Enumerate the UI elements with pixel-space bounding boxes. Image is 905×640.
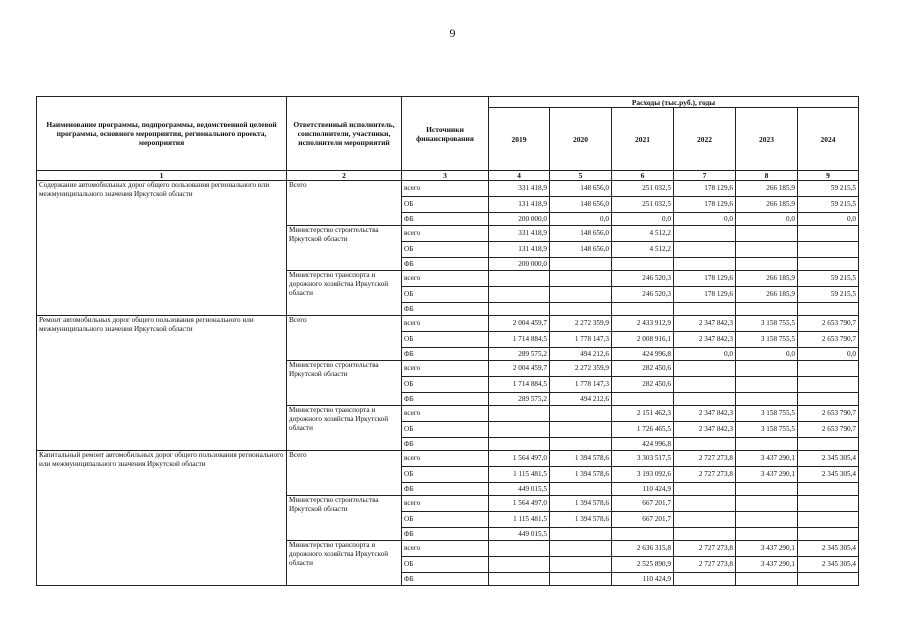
expense-value: 59 215,5 <box>798 181 859 197</box>
funding-source: ОБ <box>402 242 489 258</box>
funding-source: всего <box>402 271 489 287</box>
header-year: 2021 <box>612 108 674 171</box>
expense-value <box>736 483 798 496</box>
expense-value: 4 512,2 <box>612 242 674 258</box>
expense-value: 0,0 <box>612 213 674 226</box>
expense-value: 178 129,6 <box>674 271 736 287</box>
expense-value: 449 015,5 <box>489 483 550 496</box>
expense-value: 3 437 290,1 <box>736 467 798 483</box>
expense-value: 0,0 <box>798 348 859 361</box>
expense-value: 266 185,9 <box>736 271 798 287</box>
expense-value <box>798 496 859 512</box>
expense-value: 1 564 497,0 <box>489 451 550 467</box>
expense-value <box>612 303 674 316</box>
expense-value: 148 656,0 <box>550 226 612 242</box>
funding-source: всего <box>402 451 489 467</box>
executor-name: Министерство строительства Иркутской области <box>287 226 402 271</box>
expense-value <box>798 528 859 541</box>
expense-value <box>674 438 736 451</box>
expense-value: 331 418,9 <box>489 181 550 197</box>
funding-source: всего <box>402 361 489 377</box>
expense-value <box>612 393 674 406</box>
expense-value: 246 520,3 <box>612 287 674 303</box>
expense-value: 1 115 481,5 <box>489 467 550 483</box>
expense-value: 1 394 578,6 <box>550 451 612 467</box>
expense-value: 2 525 890,9 <box>612 557 674 573</box>
expense-value: 2 727 273,8 <box>674 557 736 573</box>
expense-value: 3 158 755,5 <box>736 422 798 438</box>
expense-value: 2 345 305,4 <box>798 451 859 467</box>
expense-value: 178 129,6 <box>674 181 736 197</box>
expense-value <box>798 361 859 377</box>
expense-value <box>489 406 550 422</box>
executor-name: Министерство транспорта и дорожного хозяйства Иркутской области <box>287 271 402 316</box>
expense-value <box>612 258 674 271</box>
expense-value: 3 437 290,1 <box>736 541 798 557</box>
expense-value: 2 004 459,7 <box>489 316 550 332</box>
expense-value <box>798 377 859 393</box>
funding-source: ОБ <box>402 287 489 303</box>
funding-source: ФБ <box>402 393 489 406</box>
expense-value <box>550 541 612 557</box>
expense-value <box>674 512 736 528</box>
expense-value <box>550 258 612 271</box>
expense-value <box>674 258 736 271</box>
expense-value: 3 303 517,5 <box>612 451 674 467</box>
expense-value: 59 215,5 <box>798 197 859 213</box>
expense-value <box>550 438 612 451</box>
funding-source: ФБ <box>402 483 489 496</box>
expense-value: 2 653 790,7 <box>798 422 859 438</box>
expense-value: 2 347 842,3 <box>674 332 736 348</box>
expense-value <box>550 422 612 438</box>
expense-value <box>489 557 550 573</box>
expense-value: 59 215,5 <box>798 271 859 287</box>
expense-value <box>798 512 859 528</box>
column-number: 5 <box>550 171 612 181</box>
expense-value: 289 575,2 <box>489 348 550 361</box>
funding-source: ОБ <box>402 557 489 573</box>
expense-value: 2 347 842,3 <box>674 316 736 332</box>
expense-value: 0,0 <box>674 348 736 361</box>
expense-value: 2 004 459,7 <box>489 361 550 377</box>
expense-value: 0,0 <box>736 348 798 361</box>
expense-value: 148 656,0 <box>550 242 612 258</box>
header-executor: Ответственный исполнитель, соисполнители, участники, исполнители мероприятий <box>287 97 402 171</box>
expense-value <box>674 496 736 512</box>
expense-value: 2 433 912,9 <box>612 316 674 332</box>
expense-value <box>550 528 612 541</box>
expense-value: 148 656,0 <box>550 197 612 213</box>
funding-source: ОБ <box>402 422 489 438</box>
expense-value <box>489 573 550 586</box>
funding-source: ОБ <box>402 512 489 528</box>
expense-value <box>736 393 798 406</box>
expense-value: 2 653 790,7 <box>798 332 859 348</box>
header-year: 2023 <box>736 108 798 171</box>
expense-value: 2 653 790,7 <box>798 406 859 422</box>
expense-value: 110 424,9 <box>612 573 674 586</box>
expense-value: 110 424,9 <box>612 483 674 496</box>
expense-value: 282 450,6 <box>612 361 674 377</box>
program-name: Ремонт автомобильных дорог общего пользования регионального или межмуниципального значения Иркутской области <box>37 316 287 451</box>
expense-value: 2 272 359,9 <box>550 316 612 332</box>
expense-value <box>550 271 612 287</box>
expense-value: 449 015,5 <box>489 528 550 541</box>
program-name: Содержание автомобильных дорог общего пользования регионального или межмуниципального значения Иркутской области <box>37 181 287 316</box>
expense-value: 667 201,7 <box>612 496 674 512</box>
expense-value: 494 212,6 <box>550 348 612 361</box>
expense-value <box>674 377 736 393</box>
funding-source: ОБ <box>402 467 489 483</box>
expense-value <box>736 512 798 528</box>
expense-value: 1 394 578,6 <box>550 467 612 483</box>
expense-value <box>489 287 550 303</box>
funding-source: ФБ <box>402 528 489 541</box>
expense-value <box>550 303 612 316</box>
column-number: 3 <box>402 171 489 181</box>
funding-source: всего <box>402 226 489 242</box>
column-number: 8 <box>736 171 798 181</box>
expense-value <box>736 258 798 271</box>
expense-value: 1 714 884,5 <box>489 377 550 393</box>
program-name: Капитальный ремонт автомобильных дорог общего пользования регионального или межмуниципального значения Иркутской области <box>37 451 287 586</box>
table-row <box>37 181 859 197</box>
expense-value: 2 345 305,4 <box>798 541 859 557</box>
expenses-table <box>36 96 859 586</box>
executor-name: Министерство строительства Иркутской области <box>287 496 402 541</box>
expense-value: 200 000,0 <box>489 213 550 226</box>
expense-value <box>736 303 798 316</box>
column-number: 6 <box>612 171 674 181</box>
column-number: 2 <box>287 171 402 181</box>
expense-value <box>798 226 859 242</box>
expense-value <box>674 361 736 377</box>
expense-value <box>736 496 798 512</box>
expense-value <box>489 271 550 287</box>
expense-value <box>489 541 550 557</box>
header-year: 2020 <box>550 108 612 171</box>
expense-value: 494 212,6 <box>550 393 612 406</box>
expense-value: 246 520,3 <box>612 271 674 287</box>
expense-value <box>674 303 736 316</box>
expense-value: 4 512,2 <box>612 226 674 242</box>
expense-value: 200 000,0 <box>489 258 550 271</box>
header-program: Наименование программы, подпрограммы, ведомственной целевой программы, основного мероприятия, регионального проекта, мероприятия <box>37 97 287 171</box>
expense-value <box>798 393 859 406</box>
table-row <box>37 316 859 332</box>
expense-value <box>674 242 736 258</box>
funding-source: ОБ <box>402 332 489 348</box>
expense-value: 0,0 <box>798 213 859 226</box>
header-source: Источники финансирования <box>402 97 489 171</box>
expense-value: 0,0 <box>736 213 798 226</box>
expense-value <box>798 483 859 496</box>
expense-value: 266 185,9 <box>736 181 798 197</box>
funding-source: всего <box>402 496 489 512</box>
expense-value: 424 996,8 <box>612 348 674 361</box>
funding-source: всего <box>402 541 489 557</box>
expense-value: 289 575,2 <box>489 393 550 406</box>
expense-value <box>736 573 798 586</box>
expense-value: 2 272 359,9 <box>550 361 612 377</box>
column-number: 4 <box>489 171 550 181</box>
expense-value: 331 418,9 <box>489 226 550 242</box>
expense-value <box>489 438 550 451</box>
column-number: 1 <box>37 171 287 181</box>
expense-value <box>798 573 859 586</box>
expense-value: 2 151 462,3 <box>612 406 674 422</box>
funding-source: ОБ <box>402 377 489 393</box>
expense-value <box>550 483 612 496</box>
executor-name: Министерство транспорта и дорожного хозяйства Иркутской области <box>287 541 402 586</box>
expense-value <box>489 303 550 316</box>
expense-value: 2 727 273,8 <box>674 467 736 483</box>
expense-value: 3 158 755,5 <box>736 406 798 422</box>
expense-value: 282 450,6 <box>612 377 674 393</box>
expense-value <box>736 242 798 258</box>
funding-source: ФБ <box>402 573 489 586</box>
expense-value <box>736 438 798 451</box>
expense-value: 2 727 273,8 <box>674 541 736 557</box>
expense-value: 3 193 092,6 <box>612 467 674 483</box>
funding-source: ФБ <box>402 213 489 226</box>
executor-name: Всего <box>287 451 402 496</box>
expense-value: 2 727 273,8 <box>674 451 736 467</box>
expense-value <box>736 361 798 377</box>
expense-value <box>674 573 736 586</box>
expense-value: 251 032,5 <box>612 181 674 197</box>
expense-value: 2 345 305,4 <box>798 467 859 483</box>
expense-value <box>736 528 798 541</box>
table-row <box>37 451 859 467</box>
expense-value: 2 347 842,3 <box>674 406 736 422</box>
expense-value: 2 347 842,3 <box>674 422 736 438</box>
expense-value: 2 008 916,1 <box>612 332 674 348</box>
expense-value: 3 437 290,1 <box>736 451 798 467</box>
expense-value: 2 636 315,8 <box>612 541 674 557</box>
header-year: 2022 <box>674 108 736 171</box>
expense-value: 667 201,7 <box>612 512 674 528</box>
column-number: 9 <box>798 171 859 181</box>
expense-value <box>612 528 674 541</box>
expense-value: 1 778 147,3 <box>550 377 612 393</box>
expense-value <box>674 393 736 406</box>
header-year: 2019 <box>489 108 550 171</box>
funding-source: ФБ <box>402 258 489 271</box>
funding-source: ФБ <box>402 303 489 316</box>
expense-value: 3 158 755,5 <box>736 332 798 348</box>
expense-value: 148 656,0 <box>550 181 612 197</box>
expense-value <box>736 377 798 393</box>
expense-value <box>674 483 736 496</box>
funding-source: всего <box>402 181 489 197</box>
expense-value: 131 418,9 <box>489 242 550 258</box>
header-year: 2024 <box>798 108 859 171</box>
table-body <box>37 181 859 586</box>
expense-value <box>489 422 550 438</box>
expense-value: 1 115 481,5 <box>489 512 550 528</box>
funding-source: ФБ <box>402 438 489 451</box>
expense-value: 131 418,9 <box>489 197 550 213</box>
expense-value <box>736 226 798 242</box>
expense-value: 2 653 790,7 <box>798 316 859 332</box>
expense-value: 178 129,6 <box>674 287 736 303</box>
expense-value: 0,0 <box>550 213 612 226</box>
expense-value: 2 345 305,4 <box>798 557 859 573</box>
funding-source: всего <box>402 406 489 422</box>
expense-value: 0,0 <box>674 213 736 226</box>
expense-value <box>674 528 736 541</box>
expense-value <box>798 242 859 258</box>
executor-name: Министерство строительства Иркутской области <box>287 361 402 406</box>
header-expenses-title: Расходы (тыс.руб.), годы <box>489 97 859 108</box>
expense-value: 1 564 497,0 <box>489 496 550 512</box>
funding-source: ОБ <box>402 197 489 213</box>
expense-value <box>550 406 612 422</box>
expense-value: 1 726 465,5 <box>612 422 674 438</box>
column-number: 7 <box>674 171 736 181</box>
expense-value: 266 185,9 <box>736 197 798 213</box>
expense-value <box>550 557 612 573</box>
expense-value: 3 437 290,1 <box>736 557 798 573</box>
funding-source: ФБ <box>402 348 489 361</box>
expense-value: 1 778 147,3 <box>550 332 612 348</box>
expense-value <box>550 287 612 303</box>
expense-value: 1 714 884,5 <box>489 332 550 348</box>
funding-source: всего <box>402 316 489 332</box>
expense-value: 266 185,9 <box>736 287 798 303</box>
expense-value <box>798 303 859 316</box>
expense-value <box>550 573 612 586</box>
expense-value: 251 032,5 <box>612 197 674 213</box>
expense-value: 1 394 578,6 <box>550 496 612 512</box>
executor-name: Всего <box>287 181 402 226</box>
executor-name: Министерство транспорта и дорожного хозяйства Иркутской области <box>287 406 402 451</box>
executor-name: Всего <box>287 316 402 361</box>
expense-value: 1 394 578,6 <box>550 512 612 528</box>
expense-value: 59 215,5 <box>798 287 859 303</box>
expense-value: 424 996,8 <box>612 438 674 451</box>
page-number: 9 <box>449 26 456 40</box>
expense-value <box>798 258 859 271</box>
expense-value <box>798 438 859 451</box>
expense-value <box>674 226 736 242</box>
expense-value: 3 158 755,5 <box>736 316 798 332</box>
expense-value: 178 129,6 <box>674 197 736 213</box>
